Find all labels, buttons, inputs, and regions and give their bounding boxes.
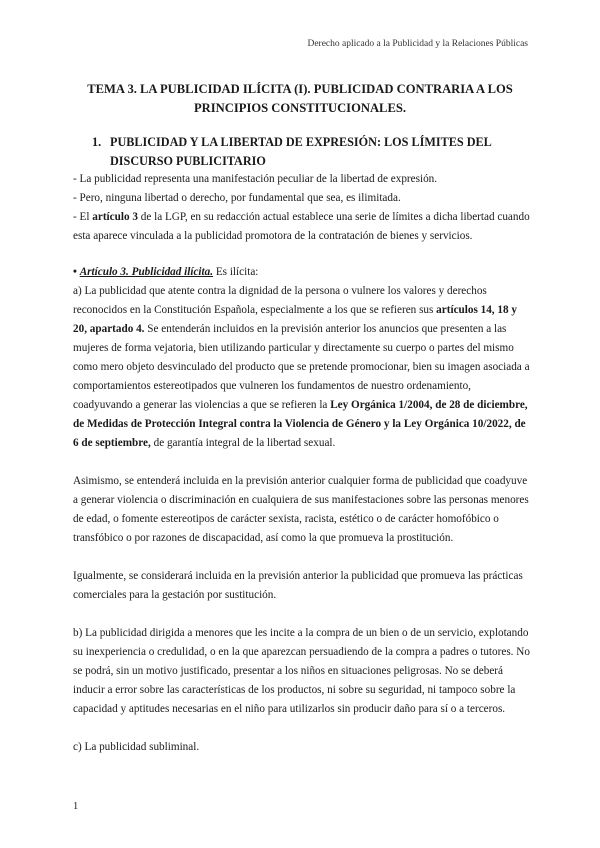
article-3-block [73, 263, 533, 757]
bullet-3: - El artículo 3 de la LGP, en su redacción actual establece una serie de límites a dicha libertad cuando esta aparece vinculada a la publicidad promotora de la contratación de bienes y servicios. [73, 211, 530, 242]
running-header: Derecho aplicado a la Publicidad y la Relaciones Públicas [307, 39, 528, 49]
paragraph-asimismo: Asimismo, se entenderá incluida en la previsión anterior cualquier forma de publicidad que coadyuve a generar violencia o discriminación en cualquiera de sus manifestaciones sobre las personas menores de edad, o fomente estereotipos de carácter sexista, racista, estético o de carácter homofóbico o transfóbico o por razones de discapacidad, así como la que promueva la prostitución. [73, 475, 529, 544]
section-title: PUBLICIDAD Y LA LIBERTAD DE EXPRESIÓN: LOS LÍMITES DEL DISCURSO PUBLICITARIO [110, 135, 492, 168]
page-number: 1 [73, 801, 79, 812]
section-heading [92, 133, 532, 171]
paragraph-b: b) La publicidad dirigida a menores que les incite a la compra de un bien o de un servicio, explotando su inexperiencia o credulidad, o en la que aparezcan persuadiendo de la compra a padres o tutores. No se podrá, sin un motivo justificado, presentar a los niños en situaciones peligrosas. No se deberá inducir a error sobre las características de los productos, ni sobre su seguridad, ni tampoco sobre la capacidad y aptitudes necesarias en el niño para utilizarlos sin producir daño para sí o a terceros. [73, 627, 530, 715]
intro-bullets [73, 170, 533, 246]
paragraph-a: a) La publicidad que atente contra la dignidad de la persona o vulnere los valores y derechos reconocidos en la Constitución Española, especialmente a los que se refieren sus artículos 14, 18 y 20, apartado 4. Se entenderán incluidos en la previsión anterior los anuncios que presenten a las mujeres de forma vejatoria, bien utilizando particular y directamente su cuerpo o partes del mismo como mero objeto desvinculado del producto que se pretende promocionar, bien su imagen asociada a comportamientos estereotipados que vulneren los fundamentos de nuestro ordenamiento, coadyuvando a generar las violencias a que se refieren la Ley Orgánica 1/2004, de 28 de diciembre, de Medidas de Protección Integral contra la Violencia de Género y la Ley Orgánica 10/2022, de 6 de septiembre, de garantía integral de la libertad sexual. [73, 285, 530, 449]
paragraph-c: c) La publicidad subliminal. [73, 741, 200, 753]
bullet-2: - Pero, ninguna libertad o derecho, por fundamental que sea, es ilimitada. [73, 192, 401, 204]
article-lead: • Artículo 3. Publicidad ilícita. Es ilícita: [73, 266, 259, 278]
bullet-3-bold: artículo 3 [92, 211, 138, 223]
bullet-1: - La publicidad representa una manifestación peculiar de la libertad de expresión. [73, 173, 438, 185]
section-number: 1. [92, 135, 102, 149]
document-title: TEMA 3. LA PUBLICIDAD ILÍCITA (I). PUBLICIDAD CONTRARIA A LOS PRINCIPIOS CONSTITUCIONALES. [87, 82, 513, 115]
paragraph-igualmente: Igualmente, se considerará incluida en la previsión anterior la publicidad que promueva las prácticas comerciales para la gestación por sustitución. [73, 570, 523, 601]
article-title: Artículo 3. Publicidad ilícita. [79, 266, 214, 278]
